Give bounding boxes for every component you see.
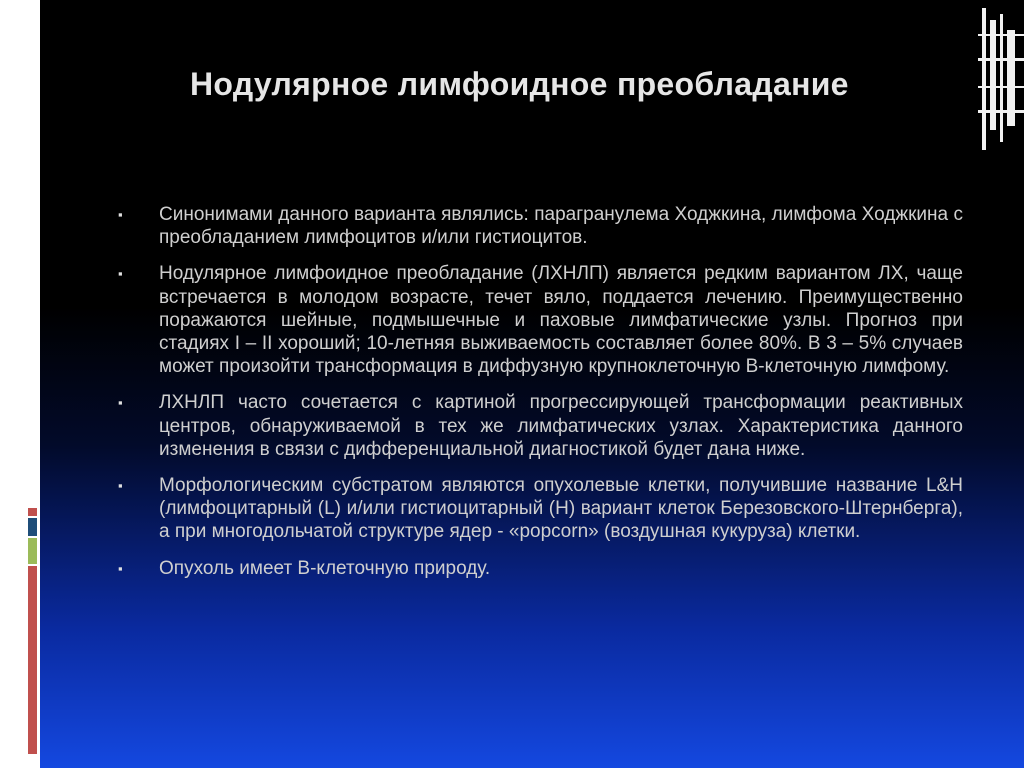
list-item [118, 391, 963, 461]
list-item [118, 262, 963, 378]
accent-bar-red [28, 566, 37, 754]
accent-bar-red-top [28, 508, 37, 516]
square-bullet-icon: ▪ [118, 395, 123, 411]
list-item-text: Синонимами данного варианта являлись: парагранулема Ходжкина, лимфома Ходжкина с преобладанием лимфоцитов и/или гистиоцитов. [159, 204, 963, 249]
accent-bar-navy [28, 518, 37, 536]
list-item-text: Морфологическим субстратом являются опухолевые клетки, получившие название L&H (лимфоцитарный (L) и/или гистиоцитарный (H) вариант клеток Березовского-Штернберга), а при многодольчатой структуре ядер - «popcorn» (воздушная кукуруза) клетки. [159, 475, 963, 543]
slide-title: Нодулярное лимфоидное преобладание [190, 66, 849, 102]
left-margin-strip [0, 0, 40, 768]
accent-bar-green [28, 538, 37, 564]
corner-decoration [978, 0, 1024, 160]
list-item-text: Опухоль имеет В-клеточную природу. [159, 557, 491, 579]
list-item-text: ЛХНЛП часто сочетается с картиной прогрессирующей трансформации реактивных центров, обнаруживаемой в тех же лимфатических узлах. Характеристика данного изменения в связи с дифференциальной диагностикой будет дана ниже. [159, 392, 963, 460]
list-item [118, 203, 963, 249]
list-item [118, 474, 963, 544]
square-bullet-icon: ▪ [118, 478, 123, 494]
list-item-text: Нодулярное лимфоидное преобладание (ЛХНЛП) является редким вариантом ЛХ, чаще встречается в молодом возрасте, течет вяло, поддается лечению. Преимущественно поражаются шейные, подмышечные и паховые лимфатические узлы. Прогноз при стадиях I – II хороший; 10-летняя выживаемость составляет более 80%. В 3 – 5% случаев может произойти трансформация в диффузную крупноклеточную В-клеточную лимфому. [159, 263, 963, 378]
square-bullet-icon: ▪ [118, 560, 123, 576]
bullet-list [118, 203, 963, 593]
list-item [118, 557, 963, 580]
square-bullet-icon: ▪ [118, 207, 123, 222]
square-bullet-icon: ▪ [118, 266, 123, 282]
